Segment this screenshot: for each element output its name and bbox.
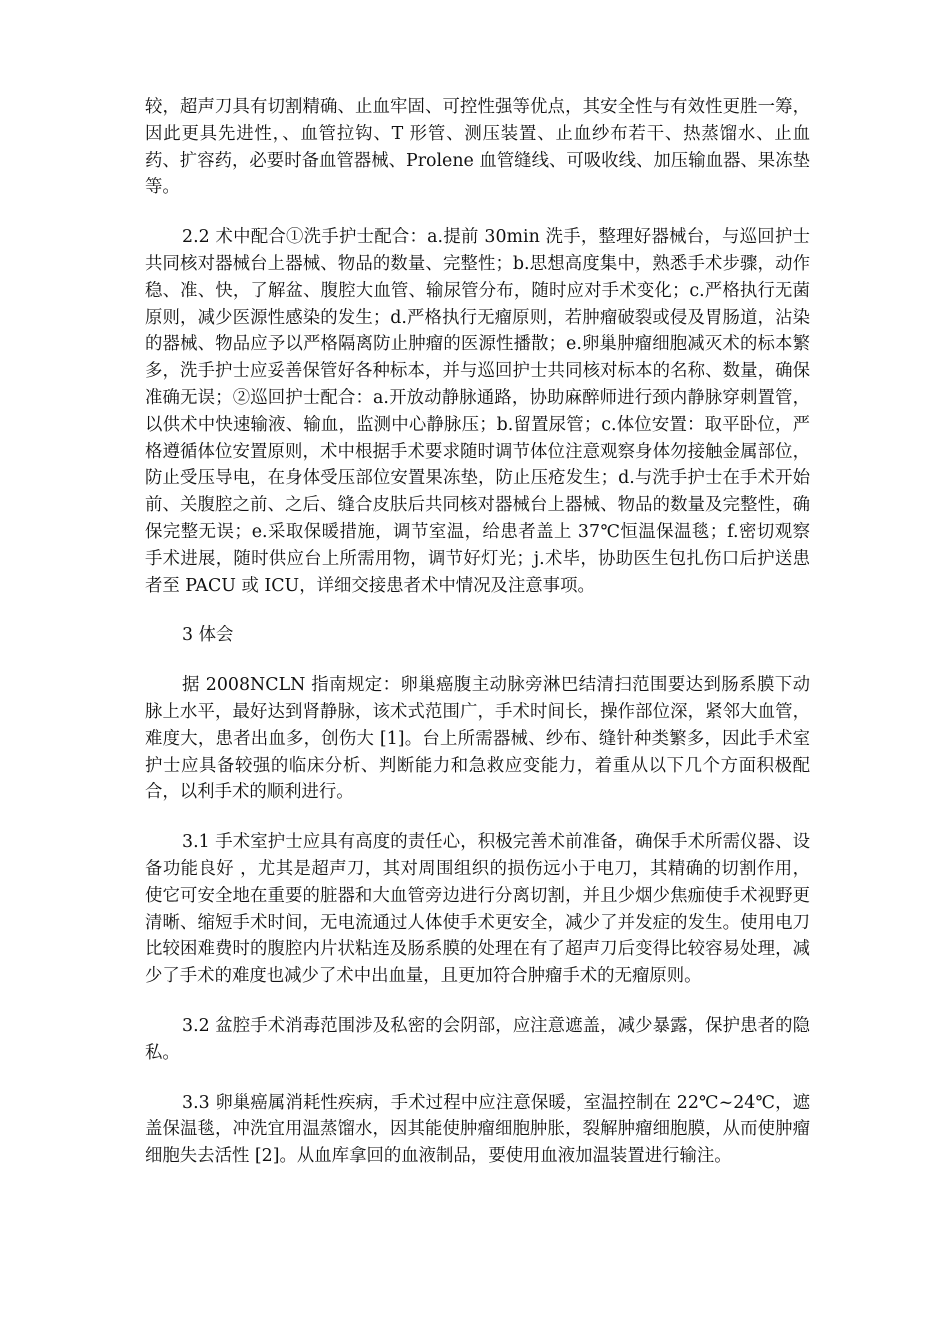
section-heading-3: 3 体会: [182, 625, 234, 646]
paragraph-continuation: 较，超声刀具有切割精确、止血牢固、可控性强等优点，其安全性与有效性更胜一筹，因此更具先进性，、血管拉钩、T 形管、测压装置、止血纱布若干、热蒸馏水、止血药、扩容药，必要时备血管器械、Prolene 血管缝线、可吸收线、加压输血器、果冻垫等。: [145, 97, 810, 198]
document-body: [145, 94, 810, 1193]
paragraph-section-3-1: 3.1 手术室护士应具有高度的责任心，积极完善术前准备，确保手术所需仪器、设备功能良好 ，尤其是超声刀，其对周围组织的损伤远小于电刀，其精确的切割作用，使它可安全地在重要的脏器和大血管旁边进行分离切割，并且少烟少焦痂使手术视野更清晰、缩短手术时间，无电流通过人体使手术更安全，减少了并发症的发生。使用电刀比较困难费时的腹腔内片状粘连及肠系膜的处理在有了超声刀后变得比较容易处理，减少了手术的难度也减少了术中出血量，且更加符合肿瘤手术的无瘤原则。: [145, 832, 810, 987]
paragraph-section-2-2: 2.2 术中配合①洗手护士配合：a.提前 30min 洗手，整理好器械台，与巡回护士共同核对器械台上器械、物品的数量、完整性；b.思想高度集中，熟悉手术步骤，动作稳、准、快，了解盆、腹腔大血管、输尿管分布，随时应对手术变化；c.严格执行无菌原则，减少医源性感染的发生；d.严格执行无瘤原则，若肿瘤破裂或侵及胃肠道，沾染的器械、物品应予以严格隔离防止肿瘤的医源性播散；e.卵巢肿瘤细胞减灭术的标本繁多，洗手护士应妥善保管好各种标本，并与巡回护士共同核对标本的名称、数量，确保准确无误；②巡回护士配合：a.开放动静脉通路，协助麻醉师进行颈内静脉穿刺置管，以供术中快速输液、输血，监测中心静脉压；b.留置尿管；c.体位安置：取平卧位，严格遵循体位安置原则，术中根据手术要求随时调节体位注意观察身体勿接触金属部位，防止受压导电，在身体受压部位安置果冻垫，防止压疮发生；d.与洗手护士在手术开始前、关腹腔之前、之后、缝合皮肤后共同核对器械台上器械、物品的数量及完整性，确保完整无误；e.采取保暖措施，调节室温，给患者盖上 37℃恒温保温毯；f.密切观察手术进展，随时供应台上所需用物，调节好灯光；j.术毕，协助医生包扎伤口后护送患者至 PACU 或 ICU，详细交接患者术中情况及注意事项。: [145, 227, 810, 596]
paragraph-section-3-2: 3.2 盆腔手术消毒范围涉及私密的会阴部，应注意遮盖，减少暴露，保护患者的隐私。: [145, 1015, 810, 1063]
paragraph-section-3-3: 3.3 卵巢癌属消耗性疾病，手术过程中应注意保暖，室温控制在 22℃~24℃，遮盖保温毯，冲洗宜用温蒸馏水，因其能使肿瘤细胞肿胀，裂解肿瘤细胞膜，从而使肿瘤细胞失去活性 [2]。从血库拿回的血液制品，要使用血液加温装置进行输注。: [145, 1092, 810, 1167]
paragraph-section-3-intro: 据 2008NCLN 指南规定：卵巢癌腹主动脉旁淋巴结清扫范围要达到肠系膜下动脉上水平，最好达到肾静脉，该术式范围广，手术时间长，操作部位深，紧邻大血管，难度大，患者出血多，创伤大 [1]。台上所需器械、纱布、缝针种类繁多，因此手术室护士应具备较强的临床分析、判断能力和急救应变能力，着重从以下几个方面积极配合，以利手术的顺利进行。: [145, 675, 810, 803]
